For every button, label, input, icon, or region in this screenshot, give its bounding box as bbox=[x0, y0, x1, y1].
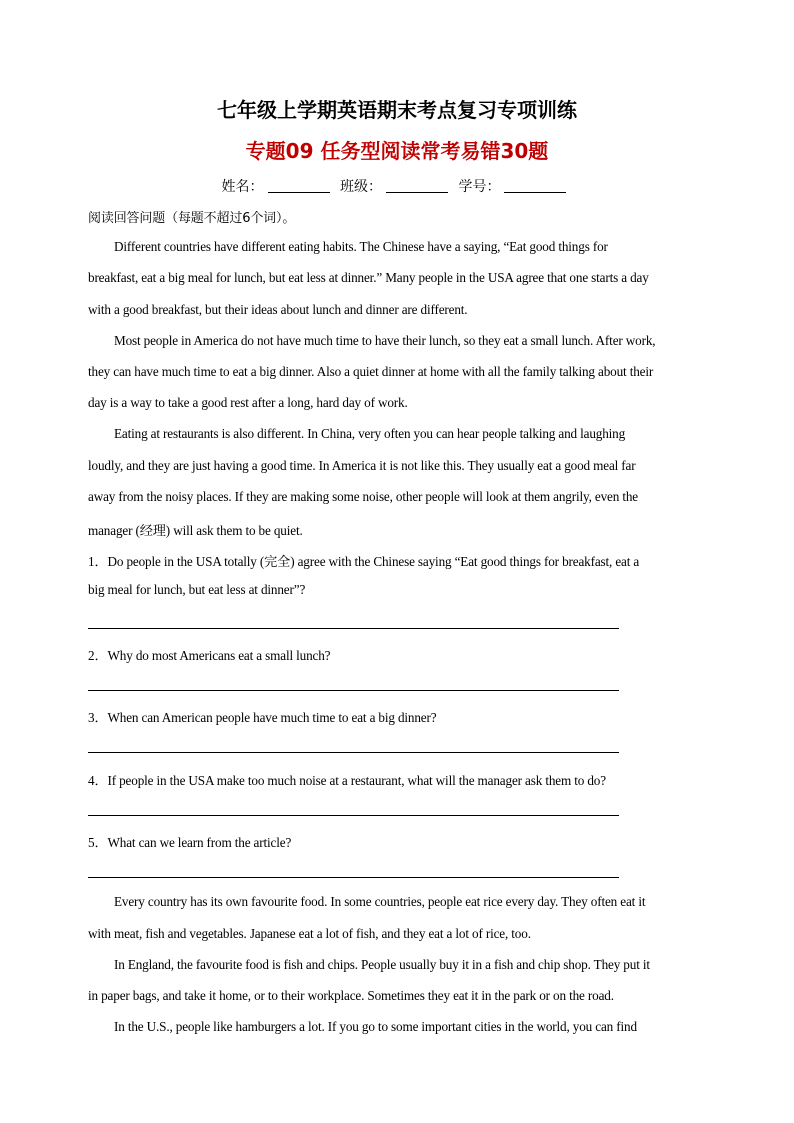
name-blank[interactable] bbox=[268, 178, 330, 193]
question-1: 1．Do people in the USA totally (完全) agree with the Chinese saying “Eat good things for breakfast, eat a bbox=[88, 554, 640, 569]
passage2-line: in paper bags, and take it home, or to their workplace. Sometimes they eat it in the park or on the road. bbox=[88, 988, 614, 1003]
answer-line-4[interactable] bbox=[88, 815, 619, 816]
answer-line-2[interactable] bbox=[88, 690, 619, 691]
document-subtitle: 专题09 任务型阅读常考易错30题 bbox=[245, 139, 549, 163]
class-label: 班级： bbox=[340, 179, 382, 195]
passage1-line: breakfast, eat a big meal for lunch, but eat less at dinner.” Many people in the USA agree that one starts a day bbox=[88, 270, 649, 285]
passage2-line: In the U.S., people like hamburgers a lot. If you go to some important cities in the world, you can find bbox=[114, 1019, 637, 1034]
passage1-line: day is a way to take a good rest after a long, hard day of work. bbox=[88, 395, 408, 410]
question-2: 2．Why do most Americans eat a small lunch? bbox=[88, 648, 331, 663]
question-1-cont: big meal for lunch, but eat less at dinner”? bbox=[88, 582, 306, 597]
passage1-line: they can have much time to eat a big dinner. Also a quiet dinner at home with all the family talking about their bbox=[88, 364, 654, 379]
passage1-line: Most people in America do not have much time to have their lunch, so they eat a small lunch. After work, bbox=[114, 333, 656, 348]
passage1-line: with a good breakfast, but their ideas about lunch and dinner are different. bbox=[88, 302, 468, 317]
question-5: 5．What can we learn from the article? bbox=[88, 835, 292, 850]
student-info-line bbox=[0, 176, 794, 196]
document-title: 七年级上学期英语期末考点复习专项训练 bbox=[217, 98, 577, 122]
question-4: 4．If people in the USA make too much noise at a restaurant, what will the manager ask them to do? bbox=[88, 773, 606, 788]
question-3: 3．When can American people have much time to eat a big dinner? bbox=[88, 710, 437, 725]
answer-line-5[interactable] bbox=[88, 877, 619, 878]
passage1-line: loudly, and they are just having a good time. In America it is not like this. They usually eat a good meal far bbox=[88, 458, 636, 473]
passage1-line: away from the noisy places. If they are making some noise, other people will look at them angrily, even the bbox=[88, 489, 638, 504]
passage1-line: manager (经理) will ask them to be quiet. bbox=[88, 523, 303, 538]
class-blank[interactable] bbox=[386, 178, 448, 193]
passage1-line: Different countries have different eating habits. The Chinese have a saying, “Eat good things for bbox=[114, 239, 608, 254]
passage2-line: Every country has its own favourite food. In some countries, people eat rice every day. They often eat it bbox=[114, 894, 646, 909]
passage2-line: with meat, fish and vegetables. Japanese eat a lot of fish, and they eat a lot of rice, too. bbox=[88, 926, 531, 941]
name-label: 姓名： bbox=[221, 179, 264, 195]
passage2-line: In England, the favourite food is fish and chips. People usually buy it in a fish and chip shop. They put it bbox=[114, 957, 650, 972]
instructions: 阅读回答问题（每题不超过6个词）。 bbox=[88, 211, 296, 226]
answer-line-1[interactable] bbox=[88, 628, 619, 629]
passage1-line: Eating at restaurants is also different. In China, very often you can hear people talking and laughing bbox=[114, 426, 626, 441]
id-label: 学号： bbox=[458, 179, 501, 195]
id-blank[interactable] bbox=[504, 178, 566, 193]
answer-line-3[interactable] bbox=[88, 752, 619, 753]
